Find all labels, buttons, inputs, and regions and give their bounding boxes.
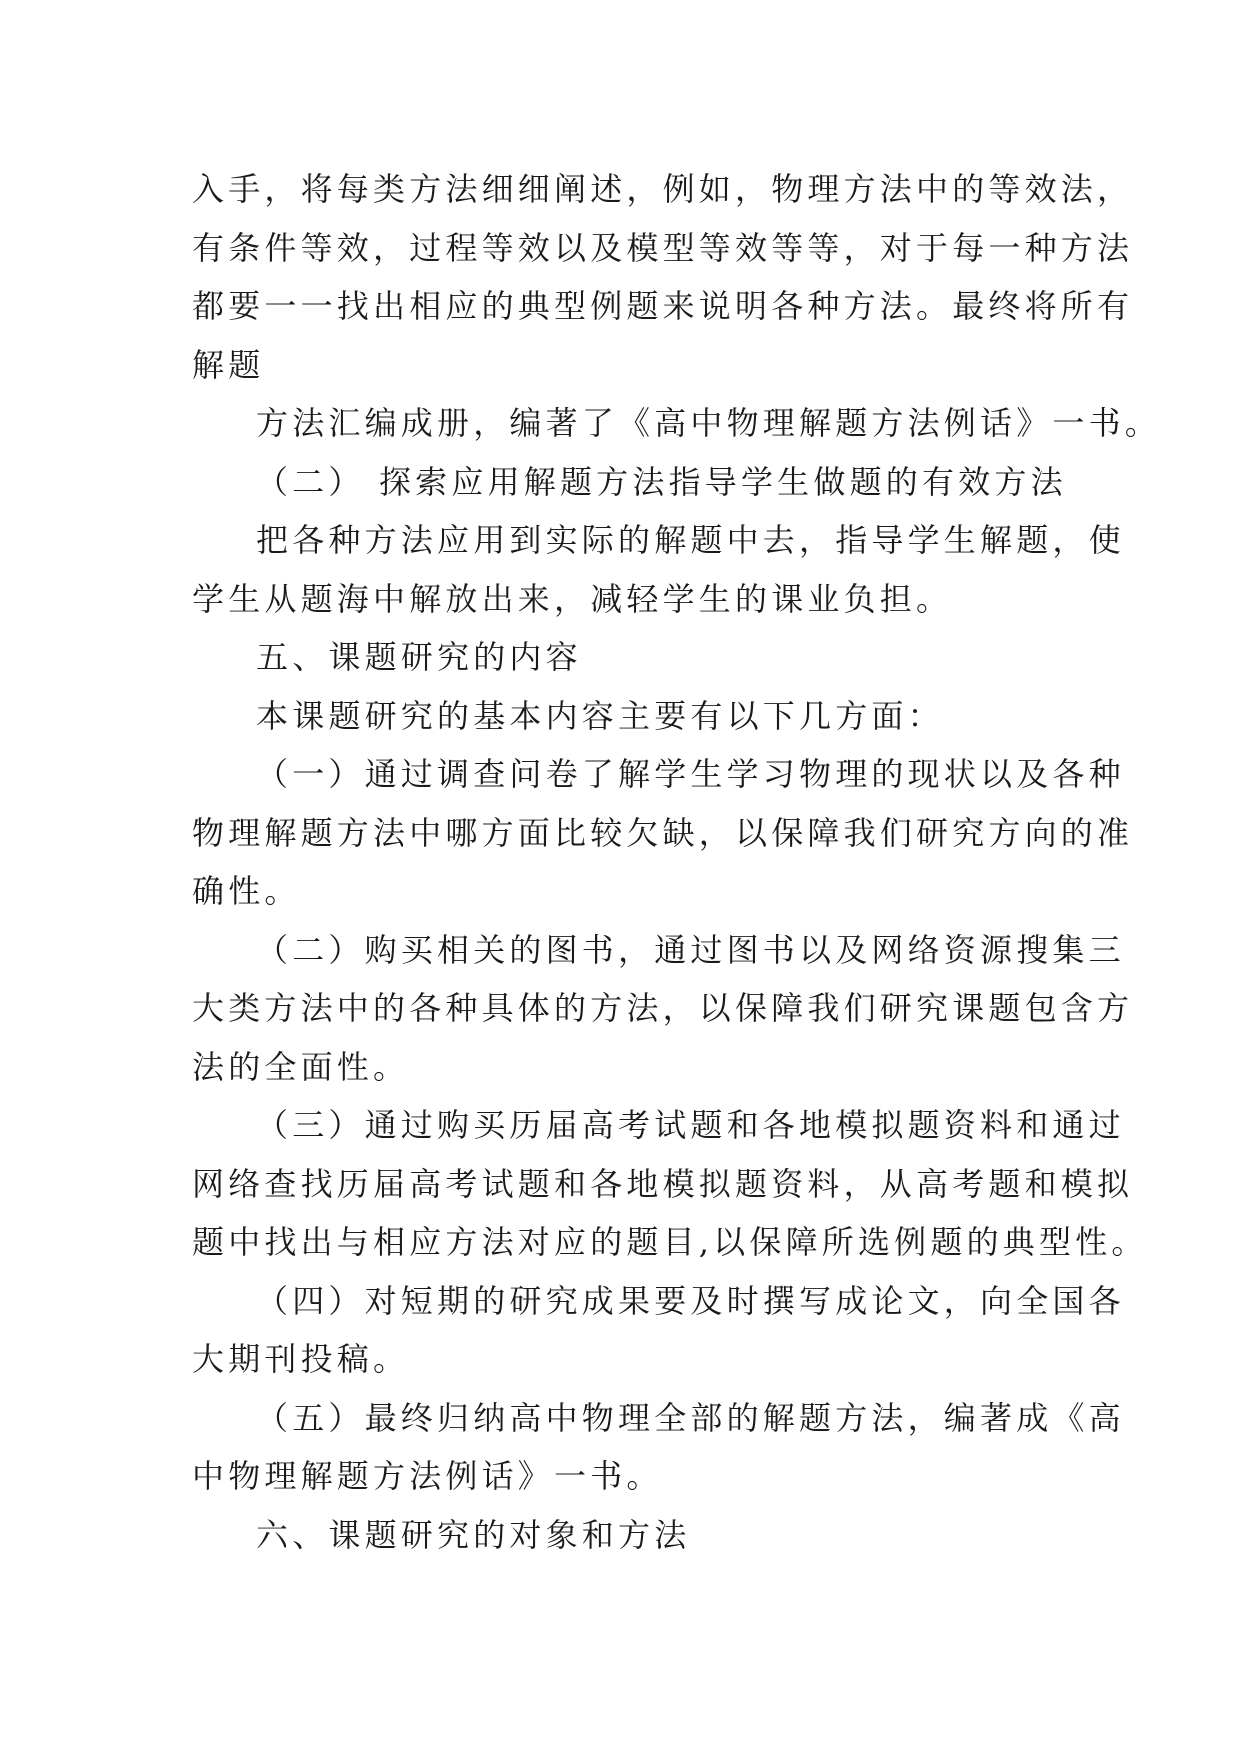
text-line: 本课题研究的基本内容主要有以下几方面： — [256, 696, 944, 735]
text-line: 大期刊投稿。 — [192, 1340, 410, 1378]
section-heading: 五、课题研究的内容 — [256, 638, 582, 676]
text-line: 都要一一找出相应的典型例题来说明各种方法。最终将所有 — [192, 287, 1134, 325]
text-line: 法的全面性。 — [192, 1047, 410, 1086]
text-line: （三）通过购买历届高考试题和各地模拟题资料和通过 — [256, 1106, 1125, 1144]
text-line: 有条件等效，过程等效以及模型等效等等，对于每一种方法 — [192, 228, 1134, 267]
text-line: （二）购买相关的图书，通过图书以及网络资源搜集三 — [256, 930, 1125, 969]
document-body — [192, 160, 1162, 1564]
text-line: 入手，将每类方法细细阐述，例如，物理方法中的等效法， — [192, 170, 1134, 208]
text-line: 方法汇编成册，编著了《高中物理解题方法例话》一书。 — [256, 404, 1162, 442]
text-line: 学生从题海中解放出来，减轻学生的课业负担。 — [192, 579, 953, 618]
section-heading: 六、课题研究的对象和方法 — [256, 1515, 691, 1554]
text-line: （一）通过调查问卷了解学生学习物理的现状以及各种 — [256, 755, 1125, 793]
text-line: 物理解题方法中哪方面比较欠缺，以保障我们研究方向的准 — [192, 813, 1134, 852]
text-line: 确性。 — [192, 872, 301, 910]
text-line: 把各种方法应用到实际的解题中去，指导学生解题，使 — [256, 521, 1125, 559]
text-line: 网络查找历届高考试题和各地模拟题资料，从高考题和模拟 — [192, 1164, 1134, 1203]
text-line: （五）最终归纳高中物理全部的解题方法，编著成《高 — [256, 1398, 1125, 1437]
text-line: （四）对短期的研究成果要及时撰写成论文，向全国各 — [256, 1281, 1125, 1320]
text-line: 解题 — [192, 345, 265, 384]
text-line: 中物理解题方法例话》一书。 — [192, 1457, 663, 1495]
text-line: 题中找出与相应方法对应的题目,以保障所选例题的典型性。 — [192, 1223, 1148, 1261]
text-line: 大类方法中的各种具体的方法，以保障我们研究课题包含方 — [192, 989, 1134, 1027]
subsection-heading: （二） 探索应用解题方法指导学生做题的有效方法 — [256, 462, 1067, 501]
